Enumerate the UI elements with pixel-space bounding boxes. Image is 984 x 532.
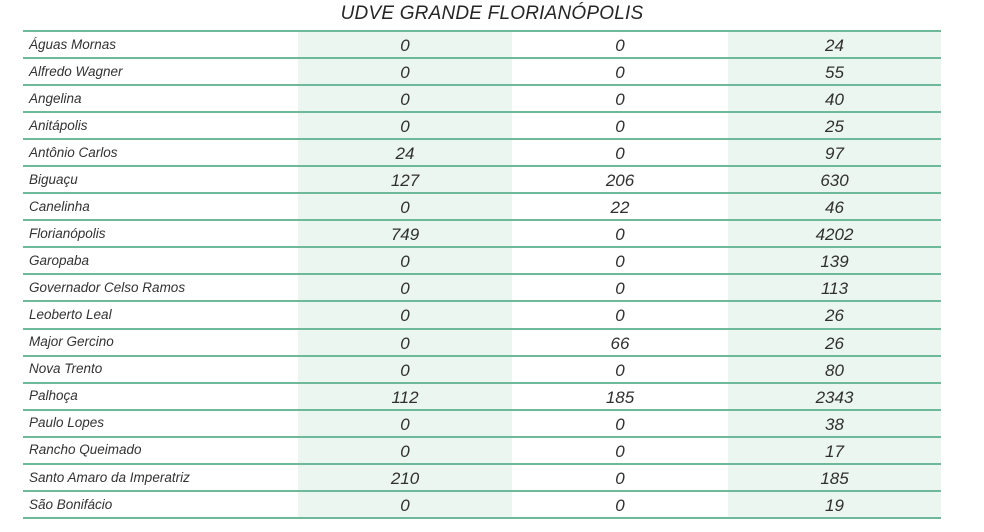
value-col-1: 0 <box>298 302 512 327</box>
table-row <box>23 59 941 86</box>
value-col-2: 0 <box>615 441 625 461</box>
value-col-3: 97 <box>728 140 941 165</box>
value-col-2: 0 <box>615 36 625 56</box>
value-col-2: 0 <box>615 90 625 110</box>
value-col-1: 127 <box>298 167 512 192</box>
value-col-2: 0 <box>615 252 625 272</box>
value-col-1: 0 <box>298 411 512 436</box>
value-col-2: 0 <box>615 306 625 326</box>
municipality-name: Palhoça <box>29 388 78 404</box>
value-col-3: 46 <box>728 194 941 219</box>
value-col-2: 0 <box>615 144 625 164</box>
table-row <box>23 275 941 302</box>
municipality-name: Paulo Lopes <box>29 415 105 431</box>
table-row <box>23 86 941 113</box>
table-row <box>23 32 941 59</box>
value-col-2: 22 <box>610 198 630 218</box>
municipality-name: Canelinha <box>29 199 90 215</box>
value-col-2: 0 <box>615 117 625 137</box>
value-col-3: 19 <box>728 492 941 517</box>
municipality-name: Major Gercino <box>29 334 114 350</box>
table-row <box>23 113 941 140</box>
value-col-2: 0 <box>615 468 625 488</box>
municipality-name: Garopaba <box>29 253 90 269</box>
value-col-3: 25 <box>728 113 941 138</box>
value-col-1: 0 <box>298 492 512 517</box>
value-col-3: 24 <box>728 32 941 57</box>
table-row <box>23 140 941 167</box>
table-row <box>23 384 941 411</box>
value-col-3: 38 <box>728 411 941 436</box>
value-col-1: 24 <box>298 140 512 165</box>
value-col-3: 26 <box>728 330 941 355</box>
municipality-name: Leoberto Leal <box>29 307 112 323</box>
value-col-1: 0 <box>298 59 512 84</box>
value-col-3: 17 <box>728 438 941 463</box>
table-row <box>23 167 941 194</box>
municipality-name: Santo Amaro da Imperatriz <box>29 469 190 485</box>
value-col-1: 210 <box>298 465 512 490</box>
value-col-2: 0 <box>615 63 625 83</box>
table-row <box>23 194 941 221</box>
municipality-name: Biguaçu <box>29 172 78 187</box>
table-row <box>23 411 941 438</box>
municipality-name: Nova Trento <box>29 361 103 377</box>
value-col-1: 0 <box>298 275 512 300</box>
municipality-name: Florianópolis <box>29 226 106 242</box>
municipality-name: Governador Celso Ramos <box>29 280 186 296</box>
value-col-1: 0 <box>298 86 512 111</box>
value-col-2: 66 <box>610 333 630 353</box>
table-row <box>23 357 941 384</box>
municipality-name: Angelina <box>29 90 82 106</box>
value-col-1: 0 <box>298 32 512 57</box>
value-col-2: 0 <box>615 279 625 299</box>
table-row <box>23 492 941 519</box>
table-row <box>23 465 941 492</box>
value-col-1: 749 <box>298 221 512 246</box>
value-col-1: 0 <box>298 248 512 273</box>
table-row <box>23 302 941 329</box>
value-col-1: 0 <box>298 438 512 463</box>
value-col-1: 0 <box>298 330 512 355</box>
value-col-3: 80 <box>728 357 941 382</box>
value-col-1: 0 <box>298 113 512 138</box>
municipality-name: Águas Mornas <box>29 36 117 52</box>
municipality-name: Rancho Queimado <box>29 442 142 458</box>
value-col-2: 0 <box>615 360 625 380</box>
value-col-3: 2343 <box>728 384 941 409</box>
value-col-1: 0 <box>298 194 512 219</box>
value-col-2: 185 <box>605 387 635 407</box>
municipality-name: São Bonifácio <box>29 496 113 512</box>
municipality-name: Anitápolis <box>29 117 88 133</box>
table-row <box>23 330 941 357</box>
value-col-2: 0 <box>615 495 625 515</box>
value-col-1: 0 <box>298 357 512 382</box>
value-col-3: 630 <box>728 167 941 192</box>
value-col-2: 0 <box>615 225 625 245</box>
municipality-table <box>23 30 941 519</box>
value-col-1: 112 <box>298 384 512 409</box>
value-col-3: 26 <box>728 302 941 327</box>
table-title: UDVE GRANDE FLORIANÓPOLIS <box>340 3 644 24</box>
value-col-3: 113 <box>728 275 941 300</box>
value-col-3: 40 <box>728 86 941 111</box>
value-col-3: 55 <box>728 59 941 84</box>
municipality-name: Alfredo Wagner <box>29 63 123 79</box>
value-col-3: 139 <box>728 248 941 273</box>
value-col-3: 185 <box>728 465 941 490</box>
value-col-3: 4202 <box>728 221 941 246</box>
table-row <box>23 248 941 275</box>
value-col-2: 206 <box>605 171 635 191</box>
value-col-2: 0 <box>615 414 625 434</box>
table-row <box>23 221 941 248</box>
table-row <box>23 438 941 465</box>
municipality-name: Antônio Carlos <box>29 144 118 160</box>
